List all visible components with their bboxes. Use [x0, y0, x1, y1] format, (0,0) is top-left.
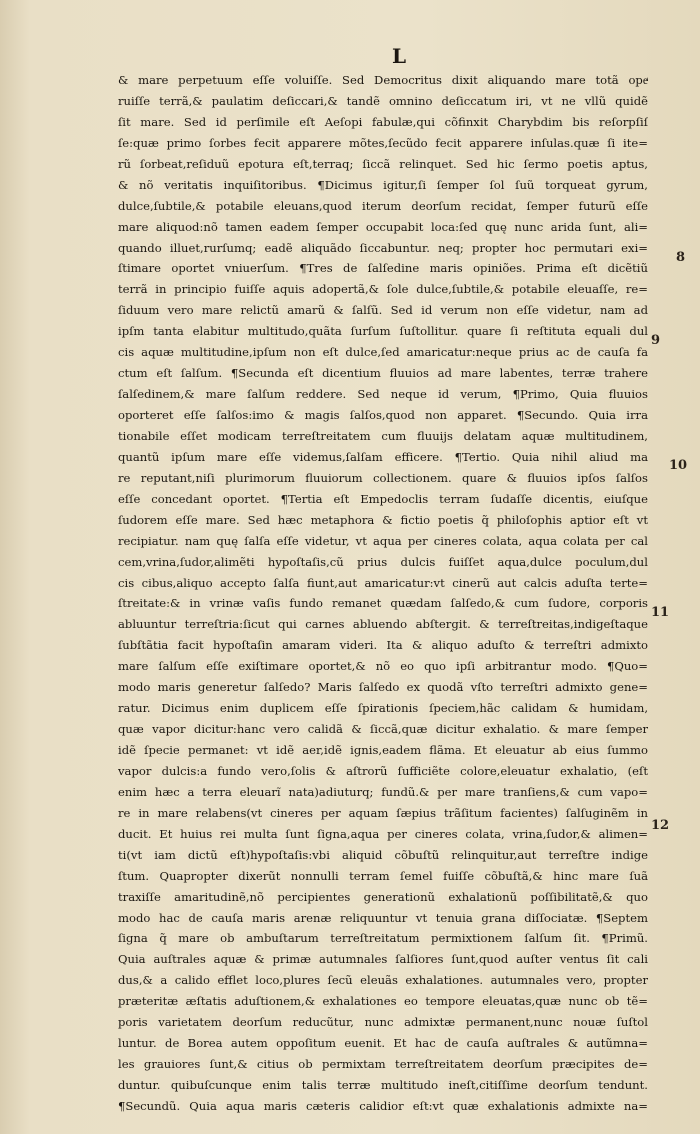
text-line: vapor dulcis:a fundo vero,ſolis & aſtrorũ ſufficiẽte colore,eleuatur exhalatio, (eſt [118, 763, 648, 778]
text-line: ducit. Et huius rei multa ſunt ſigna,aqua per cineres colata, vrina,ſudor,& alimen= [118, 826, 648, 841]
text-line: mare aliquod:nõ tamen eadem ſemper occupabit loca:ſed quę nunc arida ſunt, ali= [118, 219, 648, 234]
text-line: ſe:quæ primo ſorbes fecit apparere mõtes,ſecũdo fecit apparere inſulas.quæ ſi ite= [118, 135, 648, 150]
text-line: re reputant,niſi plurimorum fluuiorum collectionem. quare & fluuios ipſos ſalſos [118, 470, 648, 485]
margin-number-9: 9 [651, 333, 661, 348]
text-line: idẽ ſpecie permanet: vt idẽ aer,idẽ ignis,eadem flãma. Et eleuatur ab eius ſummo [118, 743, 648, 757]
text-line: poris varietatem deorſum reducũtur, nunc admixtæ permanent,nunc nouæ ſuſtol [118, 1015, 648, 1030]
text-line: tionabile eſſet modicam terreſtreitatem cum fluuijs delatam aquæ multitudinem, [118, 428, 648, 443]
text-line: ſigna q̃ mare ob ambuſtarum terreſtreitatum permixtionem ſalſum ſit. ¶Primũ. [118, 931, 648, 946]
text-line: rũ ſorbeat,reſiduũ epotura eſt,terraq; ſiccã relinquet. Sed hic ſermo poetis aptus, [118, 156, 648, 171]
text-line: ſubſtãtia facit hypoſtaſin amaram videri. Ita & aliquo aduſto & terreſtri admixto [118, 638, 648, 653]
text-line: quando illuet,rurſumq; eadẽ aliquãdo ſiccabuntur. neq; propter hoc permutari exi= [118, 240, 648, 255]
text-line: terrã in principio fuiſſe aquis adopertã,& ſole dulce,ſubtile,& potabile eleuaſſe, re= [118, 282, 648, 297]
margin-number-11: 11 [651, 605, 670, 620]
text-line: ¶Secundũ. Quia aqua maris cæteris calidior eſt:vt quæ exhalationis admixte na= [118, 1098, 648, 1113]
text-line: dulce,ſubtile,& potabile eleuans,quod iterum deorſum recidat, ſemper futurũ eſſe [118, 198, 648, 213]
text-line: cem,vrina,ſudor,alimẽti hypoſtaſis,cũ prius dulcis fuiſſet aqua,dulce poculum,dul [118, 554, 648, 569]
text-line: les grauiores ſunt,& citius ob permixtam terreſtreitatem deorſum præcipites de= [118, 1057, 648, 1072]
text-line: ſtimare oportet vniuerſum. ¶Tres de ſalſedine maris opiniões. Prima eſt dicẽtiũ [118, 261, 648, 276]
text-line: quæ vapor dicitur:hanc vero calidã & ſiccã,quæ dicitur exhalatio. & mare ſemper [118, 722, 648, 737]
text-line: traxiſſe amaritudinẽ,nõ percipientes generationũ exhalationũ poſſibilitatẽ,& quo [118, 889, 648, 904]
text-line: ſalſedinem,& mare ſalſum reddere. Sed neque id verum, ¶Primo, Quia fluuios [118, 387, 648, 402]
text-line: ipſm tanta elabitur multitudo,quãta ſurſum ſuſtollitur. quare ſi reſtituta equali dul [118, 324, 648, 339]
text-line: ti(vt iam dictũ eſt)hypoſtaſis:vbi aliquid cõbuſtũ relinquitur,aut terreſtre indige [118, 847, 648, 862]
text-line: oporteret eſſe ſalſos:imo & magis ſalſos,quod non apparet. ¶Secundo. Quia irra [118, 408, 648, 422]
text-line: ratur. Dicimus enim duplicem eſſe ſpirationis ſpeciem,hãc calidam & humidam, [118, 701, 648, 716]
text-line: abluuntur terreſtria:ſicut qui carnes abluendo abſtergit. & terreſtreitas,indigeſtaque [118, 617, 648, 632]
body-text [118, 70, 648, 1117]
text-line: duntur. quibuſcunque enim talis terræ multitudo ineſt,citiſſime deorſum tendunt. [118, 1078, 648, 1092]
text-line: enim hæc a terra eleuarĩ nata)adiuturq; fundũ.& per mare tranſiens,& cum vapo= [118, 784, 648, 799]
text-line: eſſe concedant oportet. ¶Tertia eſt Empedoclis terram ſudaſſe dicentis, eiuſque [118, 491, 648, 506]
text-line: re in mare relabens(vt cineres per aquam ſæpius trãſitum facientes) ſalſuginẽm in [118, 805, 648, 820]
text-line: ſiduum vero mare relictũ amarũ & ſalſũ. Sed id verum non eſſe videtur, nam ad [118, 303, 648, 318]
text-line: ſtum. Quapropter dixerũt nonnulli terram ſemel fuiſſe cõbuſtã,& hinc mare ſuã [118, 868, 648, 883]
text-line: ſudorem eſſe mare. Sed hæc metaphora & fictio poetis q̃ philoſophis aptior eſt vt [118, 512, 648, 527]
text-line: mare ſalſum eſſe exiſtimare oportet,& nõ eo quo ipſi arbitrantur modo. ¶Quo= [118, 659, 648, 674]
folio-letter: L [392, 44, 408, 68]
margin-number-10: 10 [669, 458, 688, 473]
text-line: modo maris generetur ſalſedo? Maris ſalſedo ex quodã vſto terreſtri admixto gene= [118, 680, 648, 695]
text-line: Quia auſtrales aquæ & primæ autumnales ſalſiores ſunt,quod auſter ventus ſit cali [118, 952, 648, 967]
text-line: luntur. de Borea autem oppoſitum euenit. Et hac de cauſa auſtrales & autũmna= [118, 1036, 648, 1051]
text-line: & mare perpetuum eſſe voluiſſe. Sed Democritus dixit aliquando mare totã opeͬ [118, 73, 648, 87]
text-line: ruiſſe terrã,& paulatim deſiccari,& tandẽ omnino deſiccatum iri, vt ne vllũ quidẽ [118, 93, 648, 108]
text-line: modo hac de cauſa maris arenæ reliquuntur vt tenuia grana diſſociatæ. ¶Septem [118, 910, 648, 925]
text-line: dus,& a calido efflet loco,plures ſecũ eleuãs exhalationes. autumnales vero, propter [118, 973, 648, 988]
text-line: ſtreitate:& in vrinæ vaſis fundo remanet quædam ſalſedo,& cum ſudore, corporis [118, 596, 648, 611]
text-line: cis aquæ multitudine,ipſum non eſt dulce,ſed amaricatur:neque prius ac de cauſa fa [118, 345, 648, 360]
margin-number-8: 8 [676, 250, 686, 265]
text-line: præteritæ æſtatis aduſtionem,& exhalationes eo tempore eleuatas,quæ nunc ob tẽ= [118, 994, 648, 1009]
text-line: cis cibus,aliquo accepto ſalſa fiunt,aut amaricatur:vt cinerũ aut calcis aduſta terte= [118, 575, 648, 590]
text-line: ſit mare. Sed id perſimile eſt Aeſopi fabulæ,qui cõfinxit Charybdim bis reſorpſiſ [118, 114, 648, 129]
text-line: recipiatur. nam quę ſalſa eſſe videtur, vt aqua per cineres colata, aqua colata per cal [118, 533, 648, 548]
text-line: ctum eſt ſalſum. ¶Secunda eſt dicentium fluuios ad mare labentes, terræ trahere [118, 366, 648, 381]
margin-number-12: 12 [651, 818, 670, 833]
text-line: quantũ ipſum mare eſſe videmus,ſalſam efficere. ¶Tertio. Quia nihil aliud ma [118, 449, 648, 464]
text-line: & nõ veritatis inquiſitoribus. ¶Dicimus igitur,ſi ſemper ſol ſuũ torqueat gyrum, [118, 177, 648, 192]
